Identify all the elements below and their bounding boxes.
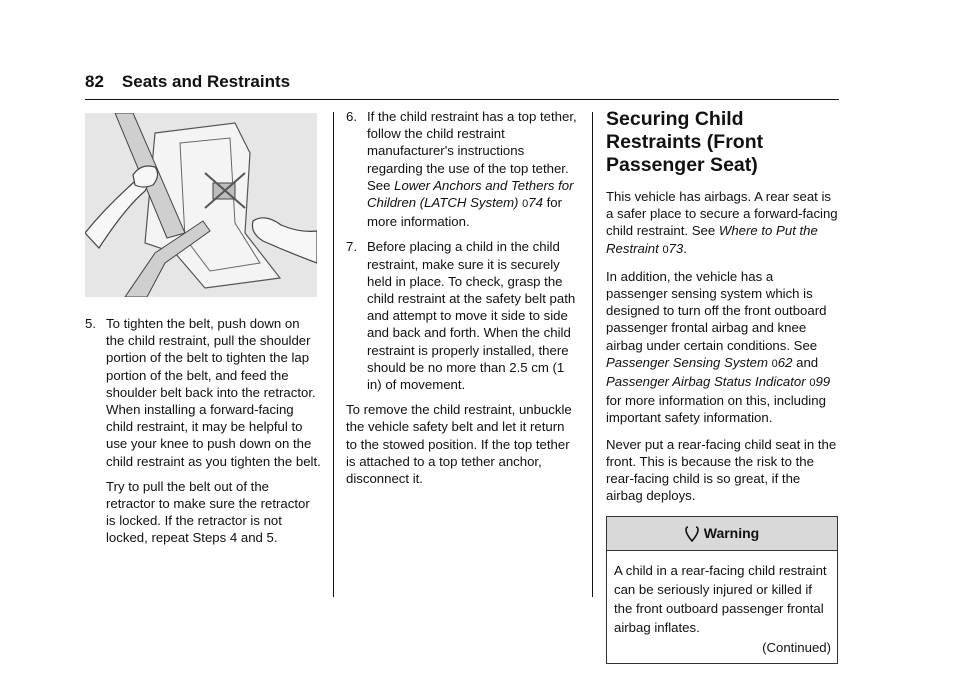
- step-text: [367, 108, 578, 230]
- child-seat-belt-illustration: [85, 113, 317, 297]
- page-header: [85, 72, 290, 92]
- section-heading: Securing Child Restraints (Front Passenger Seat): [606, 108, 764, 176]
- page-ref-number[interactable]: 99: [815, 374, 831, 390]
- warning-icon: [685, 526, 699, 542]
- step-text: Before placing a child in the child restraint, make sure it is securely held in place. To check, grasp the child restraint at the safety belt path and attempt to move it side to side and back and forth. When the child restraint is properly installed, there should be no more than 2.5 cm (1 in) of movement.: [367, 239, 576, 393]
- step-5-note: Try to pull the belt out of the retractor to make sure the retractor is locked. If the retractor is not locked, repeat Steps 4 and 5.: [106, 478, 310, 546]
- column-divider-1: [333, 112, 334, 597]
- para2-text: In addition, the vehicle has a passenger sensing system which is designed to turn off the front outboard passenger frontal airbag and knee airbag under certain conditions. See: [606, 268, 827, 353]
- step-6: [346, 108, 578, 230]
- page-ref-arrow: 0: [522, 198, 529, 211]
- paragraph-3: Never put a rear-facing child seat in the front. This is because the risk to the rear-facing child is so great, if the airbag deploys.: [606, 436, 837, 504]
- column-1: [85, 113, 321, 547]
- warning-box: [606, 516, 838, 664]
- para2-text-b: for more information on this, including important safety information.: [606, 393, 826, 426]
- warning-text: A child in a rear-facing child restraint can be seriously injured or killed if the front outboard passenger frontal airbag inflates.: [614, 563, 827, 636]
- para2-and: and: [792, 354, 819, 370]
- column-divider-2: [592, 112, 593, 597]
- para1-end: .: [683, 240, 687, 256]
- section-title: Seats and Restraints: [121, 72, 291, 91]
- step-6-text-a: If the child restraint has a top tether, follow the child restraint manufacturer's instructions regarding the use of the top tether. See: [367, 109, 577, 193]
- page-ref-number[interactable]: 62: [777, 354, 793, 370]
- page-ref-number[interactable]: 74: [528, 195, 543, 211]
- where-to-put-link[interactable]: Where to Put the Restraint: [606, 223, 818, 256]
- warning-header: [607, 517, 837, 551]
- step-6-text-b: for more information.: [367, 195, 562, 230]
- warning-title: Warning: [703, 525, 760, 542]
- step-7: [346, 238, 578, 393]
- paragraph-2: [606, 268, 838, 427]
- airbag-status-link[interactable]: Passenger Airbag Status Indicator: [606, 374, 806, 390]
- warning-body: [607, 551, 837, 663]
- page-ref-arrow: 0: [771, 357, 778, 370]
- step-number: 7.: [346, 239, 357, 255]
- page-number: 82: [85, 72, 104, 91]
- header-rule: [85, 99, 839, 100]
- remove-restraint-text: To remove the child restraint, unbuckle the vehicle safety belt and let it return to the stowed position. If the top tether is attached to a top tether anchor, disconnect it.: [346, 402, 572, 487]
- column-3: [606, 108, 838, 664]
- latch-link[interactable]: Lower Anchors and Tethers for Children (LATCH System): [367, 177, 574, 211]
- passenger-sensing-link[interactable]: Passenger Sensing System: [606, 354, 768, 370]
- page-ref-arrow: 0: [809, 377, 816, 390]
- step-number: 6.: [346, 109, 357, 124]
- continued-label: (Continued): [762, 640, 831, 656]
- paragraph-1: [606, 188, 838, 259]
- page-ref-arrow: 0: [662, 243, 669, 256]
- column-2: [346, 108, 578, 487]
- step-number: 5.: [85, 316, 96, 331]
- para1-text: This vehicle has airbags. A rear seat is a safer place to secure a forward-facing child restraint. See: [606, 189, 838, 239]
- step-5: [85, 315, 321, 470]
- page-ref-number[interactable]: 73: [668, 240, 684, 256]
- step-text: To tighten the belt, push down on the child restraint, pull the shoulder portion of the belt to tighten the lap portion of the belt, and feed the shoulder belt back into the retractor. When installing a forward-facing child restraint, it may be helpful to use your knee to push down on the child restraint as you tighten the belt.: [106, 316, 321, 469]
